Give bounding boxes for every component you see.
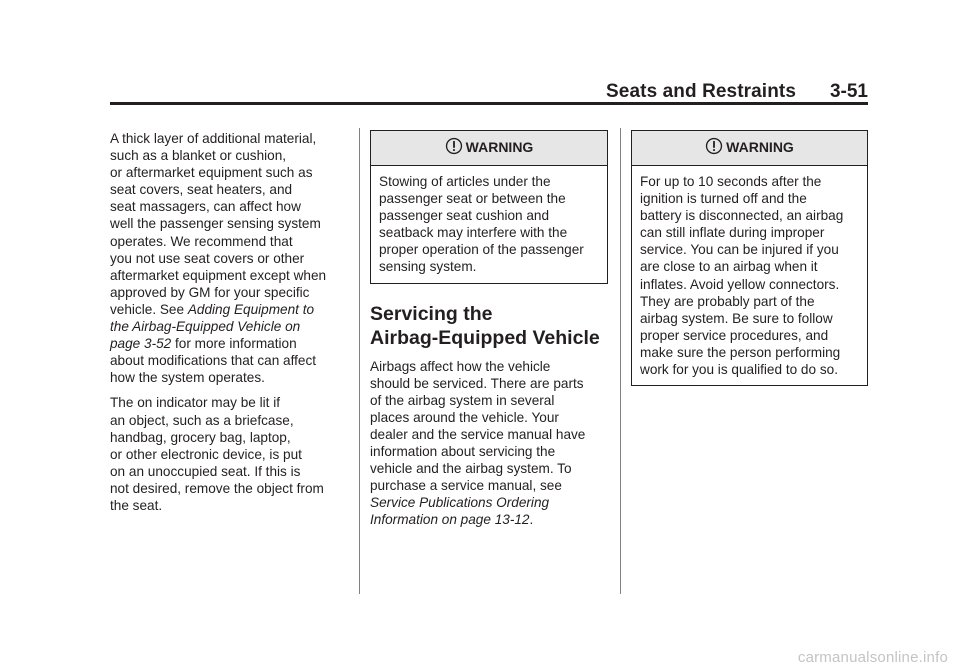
watermark: carmanualsonline.info [797, 649, 948, 666]
paragraph-text: A thick layer of additional material, such as a blanket or cushion, or aftermarket equipment such as seat covers, seat heaters, and seat massagers, can affect how well the passenger sensing system operates. We recommend that you not use seat covers or other aftermarket equipment except when approved by GM for your specific vehicle. See [110, 131, 327, 317]
paragraph-text: Airbags affect how the vehicle should be serviced. There are parts of the airbag system in several places around the vehicle. Your dealer and the service manual have information about servicing the vehicle and the airbag system. To purchase a service manual, see [370, 358, 586, 494]
section-title: Servicing the Airbag-Equipped Vehicle [370, 302, 600, 349]
warning-text: Stowing of articles under the passenger seat or between the passenger seat cushion and seatback may interfere with the proper operation of the passenger sensing system. [379, 174, 584, 275]
page-number: 3-51 [829, 81, 868, 102]
column-divider [359, 128, 360, 594]
warning-icon [445, 137, 463, 155]
warning-text: For up to 10 seconds after the ignition is turned off and the battery is disconnected, an airbag can still inflate during improper service. You can be injured if you are close to an airbag when it inflates. Avoid yellow connectors. They are probably part of the airbag system. Be sure to follow proper service procedures, and make sure the person performing work for you is qualified to do so. [640, 174, 844, 378]
cross-reference-link[interactable]: Adding Equipment to the Airbag-Equipped Vehicle on page 3-52 [110, 301, 315, 352]
warning-title: WARNING [726, 139, 794, 156]
paragraph-seat-materials [110, 130, 346, 386]
column-left [110, 130, 346, 522]
cross-reference-link[interactable]: Service Publications Ordering Information on page 13-12 [370, 495, 550, 528]
warning-box [631, 130, 868, 386]
header-rule [110, 102, 868, 105]
warning-title: WARNING [465, 139, 534, 156]
paragraph-text: for more information about modifications that can affect how the system operates. [110, 336, 317, 386]
warning-header [371, 131, 607, 166]
column-middle [370, 130, 608, 537]
column-right [631, 130, 868, 404]
paragraph-text: . [529, 512, 534, 528]
section-header-title: Seats and Restraints [606, 81, 796, 102]
column-divider [620, 128, 621, 594]
warning-header [632, 131, 867, 166]
page-header [110, 80, 868, 104]
paragraph-servicing [370, 358, 608, 529]
warning-box [370, 130, 608, 284]
warning-icon [705, 137, 723, 155]
paragraph-on-indicator: The on indicator may be lit if an object, such as a briefcase, handbag, grocery bag, laptop, or other electronic device, is put on an unoccupied seat. If this is not desired, remove the object from the seat. [110, 395, 324, 513]
